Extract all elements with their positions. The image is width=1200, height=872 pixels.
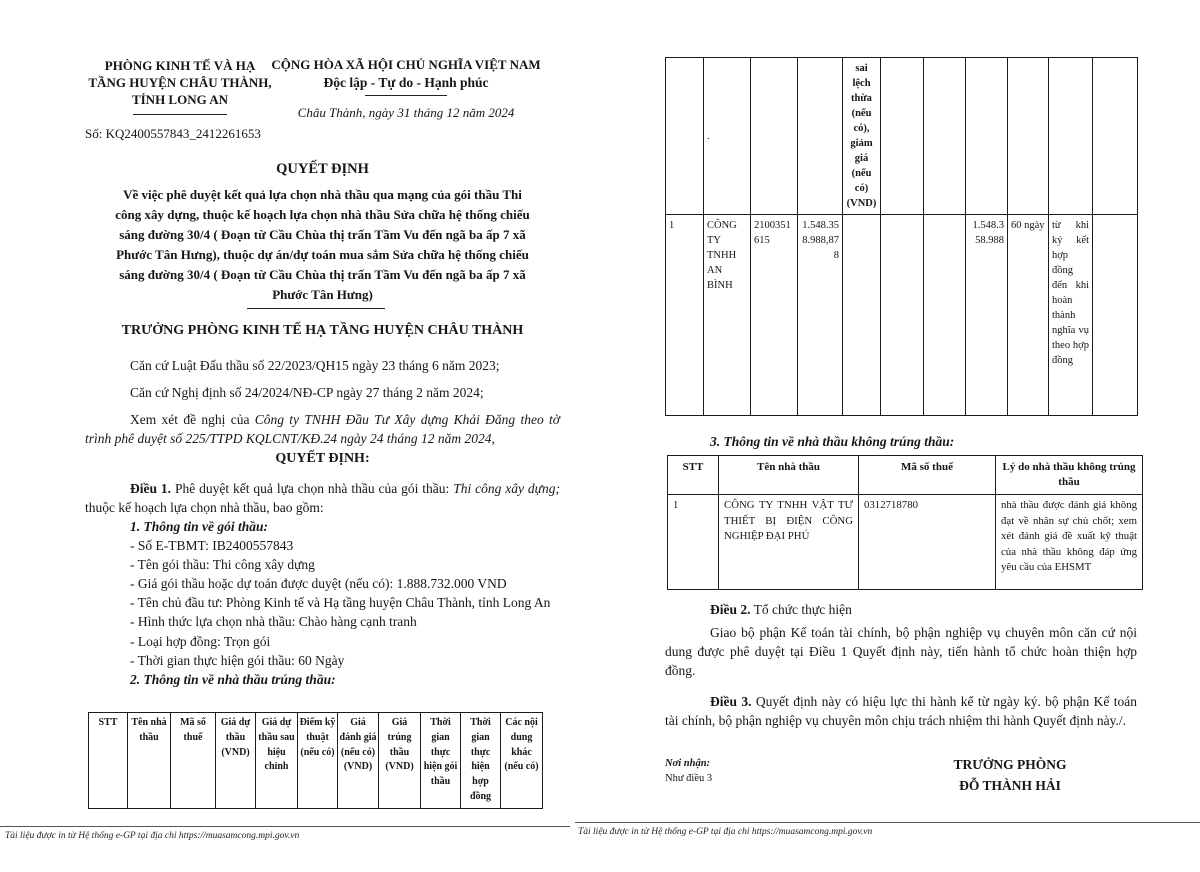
decision-subject bbox=[85, 185, 560, 305]
signer-name: ĐỖ THÀNH HẢI bbox=[959, 778, 1061, 793]
article-1-text-after: thuộc kế hoạch lựa chọn nhà thầu, bao gồm: bbox=[85, 500, 324, 515]
national-header-block bbox=[270, 57, 542, 121]
package-info-item: - Tên gói thầu: Thi công xây dựng bbox=[130, 557, 315, 573]
decision-title: QUYẾT ĐỊNH bbox=[276, 161, 369, 177]
table-cell: . bbox=[704, 58, 751, 215]
table-header-cell: Giá trúng thầu (VND) bbox=[379, 713, 421, 809]
table-header-cell: Mã số thuế bbox=[859, 456, 996, 495]
table-cell: nhà thầu được đánh giá không đạt về nhân sự chủ chốt; xem xét đánh giá đề xuất kỹ thuật của nhà thầu không đáp ứng yêu cầu của EHSMT bbox=[996, 495, 1143, 590]
table-header-cell: Giá dự thầu (VND) bbox=[216, 713, 256, 809]
article-3-label: Điều 3. bbox=[710, 694, 752, 709]
table-header-cell: Tên nhà thầu bbox=[719, 456, 859, 495]
recipients-label: Nơi nhận: bbox=[665, 758, 711, 769]
subject-line: Về việc phê duyệt kết quả lựa chọn nhà thầu qua mạng của gói thầu Thi bbox=[123, 187, 522, 202]
table-header-cell: Điểm kỹ thuật (nếu có) bbox=[298, 713, 338, 809]
article-3-body: Quyết định này có hiệu lực thi hành kể từ ngày ký. bộ phận Kế toán tài chính, bộ phận nghiệp vụ chuyên môn chịu trách nhiệm thi hành Quyết định này./. bbox=[665, 694, 1137, 728]
article-2-title: Tổ chức thực hiện bbox=[750, 602, 852, 617]
losing-bidder-table bbox=[667, 455, 1143, 590]
table-header-cell: STT bbox=[668, 456, 719, 495]
section-1-heading: 1. Thông tin về gói thầu: bbox=[130, 519, 269, 534]
table-cell bbox=[751, 58, 798, 215]
article-1 bbox=[85, 479, 560, 517]
table-cell bbox=[881, 58, 924, 215]
article-2-label: Điều 2. bbox=[710, 602, 751, 617]
org-name bbox=[85, 57, 275, 115]
table-cell: 1 bbox=[666, 215, 704, 416]
citation-3-plain: Xem xét đề nghị của bbox=[130, 412, 255, 427]
subject-line: Phước Tân Hưng), thuộc dự án/dự toán mua sắm Sửa chữa hệ thống chiếu bbox=[116, 247, 529, 262]
signer-title: TRƯỞNG PHÒNG bbox=[953, 757, 1067, 772]
motto-line: Độc lập - Tự do - Hạnh phúc bbox=[323, 75, 489, 90]
table-header-cell: STT bbox=[89, 713, 128, 809]
signature-block bbox=[895, 757, 1125, 794]
table-cell: 1.548.358.988 bbox=[966, 215, 1008, 416]
table-header-cell: Thời gian thực hiện hợp đồng bbox=[461, 713, 501, 809]
citation-3-italic: Công ty TNHH Đầu Tư Xây dựng Khải Đăng theo tờ trình phê duyệt số 225/TTPD KQLCNT/KĐ.24 ngày 24 tháng 12 năm 2024, bbox=[85, 412, 560, 446]
table-header-cell: Các nội dung khác (nếu có) bbox=[501, 713, 543, 809]
winner-table-header-row bbox=[89, 713, 543, 809]
article-1-italic: Thi công xây dựng; bbox=[453, 481, 561, 496]
article-1-text: Phê duyệt kết quả lựa chọn nhà thầu của gói thầu: bbox=[171, 481, 454, 496]
subject-rule bbox=[247, 308, 385, 309]
table-header-cell: Thời gian thực hiện gói thầu bbox=[421, 713, 461, 809]
winner-table-data-row bbox=[666, 215, 1138, 416]
section-2-heading: 2. Thông tin về nhà thầu trúng thầu: bbox=[130, 671, 336, 687]
package-info-item: - Thời gian thực hiện gói thầu: 60 Ngày bbox=[130, 652, 345, 668]
table-header-cell: Lý do nhà thầu không trúng thầu bbox=[996, 456, 1143, 495]
page-footer: Tài liệu được in từ Hệ thống e-GP tại địa chỉ https://muasamcong.mpi.gov.vn bbox=[578, 827, 873, 837]
winner-table-continuation bbox=[665, 57, 1138, 416]
table-cell bbox=[1093, 58, 1138, 215]
table-cell bbox=[1008, 58, 1049, 215]
place-date: Châu Thành, ngày 31 tháng 12 năm 2024 bbox=[297, 105, 515, 120]
losing-table-data-row bbox=[668, 495, 1143, 590]
citation-2: Căn cứ Nghị định số 24/2024/NĐ-CP ngày 27 tháng 2 năm 2024; bbox=[130, 385, 484, 400]
package-info-item: - Số E-TBMT: IB2400557843 bbox=[130, 538, 294, 554]
decision-heading: QUYẾT ĐỊNH: bbox=[275, 451, 370, 466]
authority-heading: TRƯỞNG PHÒNG KINH TẾ HẠ TẦNG HUYỆN CHÂU THÀNH bbox=[121, 323, 524, 338]
section-1 bbox=[85, 517, 560, 689]
org-rule bbox=[133, 114, 227, 115]
table-cell: 0312718780 bbox=[859, 495, 996, 590]
table-cell bbox=[924, 58, 966, 215]
package-info-item: - Hình thức lựa chọn nhà thầu: Chào hàng cạnh tranh bbox=[130, 614, 417, 630]
package-info-item: - Giá gói thầu hoặc dự toán được duyệt (nếu có): 1.888.732.000 VND bbox=[130, 576, 507, 592]
subject-line: sáng đường 30/4 ( Đoạn từ Cầu Chùa thị trấn Tầm Vu đến ngã ba ấp 7 xã bbox=[119, 227, 526, 242]
table-cell bbox=[666, 58, 704, 215]
page-footer: Tài liệu được in từ Hệ thống e-GP tại địa chỉ https://muasamcong.mpi.gov.vn bbox=[5, 831, 300, 841]
doc-number: Số: KQ2400557843_2412261653 bbox=[85, 126, 261, 141]
recipients-value: Như điều 3 bbox=[665, 773, 713, 784]
table-cell: 60 ngày bbox=[1008, 215, 1049, 416]
table-cell: CÔNG TY TNHH VẬT TƯ THIẾT BỊ ĐIỆN CÔNG NGHIỆP ĐẠI PHÚ bbox=[719, 495, 859, 590]
subject-line: công xây dựng, thuộc kế hoạch lựa chọn nhà thầu Sửa chữa hệ thống chiếu bbox=[115, 207, 530, 222]
table-cell: sai lệch thừa (nếu có), giảm giá (nếu có) (VND) bbox=[843, 58, 881, 215]
losing-table-header-row bbox=[668, 456, 1143, 495]
table-cell bbox=[966, 58, 1008, 215]
table-header-cell: Giá dự thầu sau hiệu chỉnh bbox=[256, 713, 298, 809]
table-cell: CÔNG TY TNHH AN BÌNH bbox=[704, 215, 751, 416]
recipients-block bbox=[665, 758, 712, 784]
motto-rule bbox=[365, 95, 447, 96]
footer-rule bbox=[575, 822, 1200, 823]
winner-table bbox=[88, 712, 543, 809]
article-3 bbox=[665, 692, 1137, 730]
table-cell: từ khi ký kết hợp đồng đến khi hoàn thành nghĩa vụ theo hợp đồng bbox=[1049, 215, 1093, 416]
subject-line: Phước Tân Hưng) bbox=[272, 287, 373, 302]
table-cell bbox=[881, 215, 924, 416]
package-info-item: - Tên chủ đầu tư: Phòng Kinh tế và Hạ tầng huyện Châu Thành, tỉnh Long An bbox=[130, 595, 551, 611]
table-cell: 2100351615 bbox=[751, 215, 798, 416]
winner-table-header-cont-row bbox=[666, 58, 1138, 215]
article-2-heading bbox=[665, 602, 1137, 618]
republic-line: CỘNG HÒA XÃ HỘI CHỦ NGHĨA VIỆT NAM bbox=[271, 57, 541, 72]
citations bbox=[85, 356, 560, 456]
package-info-item: - Loại hợp đồng: Trọn gói bbox=[130, 633, 271, 649]
table-cell: 1.548.358.988,878 bbox=[798, 215, 843, 416]
table-cell bbox=[1093, 215, 1138, 416]
table-header-cell: Tên nhà thầu bbox=[128, 713, 171, 809]
section-3-heading: 3. Thông tin về nhà thầu không trúng thầu: bbox=[710, 434, 955, 449]
citation-1: Căn cứ Luật Đấu thầu số 22/2023/QH15 ngày 23 tháng 6 năm 2023; bbox=[130, 358, 500, 373]
table-cell bbox=[924, 215, 966, 416]
citation-3 bbox=[85, 410, 560, 448]
table-cell bbox=[1049, 58, 1093, 215]
article-1-label: Điều 1. bbox=[130, 481, 172, 496]
org-name-text: PHÒNG KINH TẾ VÀ HẠ TẦNG HUYỆN CHÂU THÀNH, TỈNH LONG AN bbox=[88, 58, 272, 107]
subject-line: sáng đường 30/4 ( Đoạn từ Cầu Chùa thị trấn Tầm Vu đến ngã ba ấp 7 xã bbox=[119, 267, 526, 282]
article-2-body: Giao bộ phận Kế toán tài chính, bộ phận nghiệp vụ chuyên môn căn cứ nội dung được phê duyệt tại Điều 1 Quyết định này, tiến hành tổ chức hoàn thiện hợp đồng. bbox=[665, 625, 1137, 678]
footer-rule bbox=[0, 826, 570, 827]
table-header-cell: Giá đánh giá (nếu có) (VND) bbox=[338, 713, 379, 809]
table-cell bbox=[798, 58, 843, 215]
table-cell bbox=[843, 215, 881, 416]
table-header-cell: Mã số thuế bbox=[171, 713, 216, 809]
table-cell: 1 bbox=[668, 495, 719, 590]
